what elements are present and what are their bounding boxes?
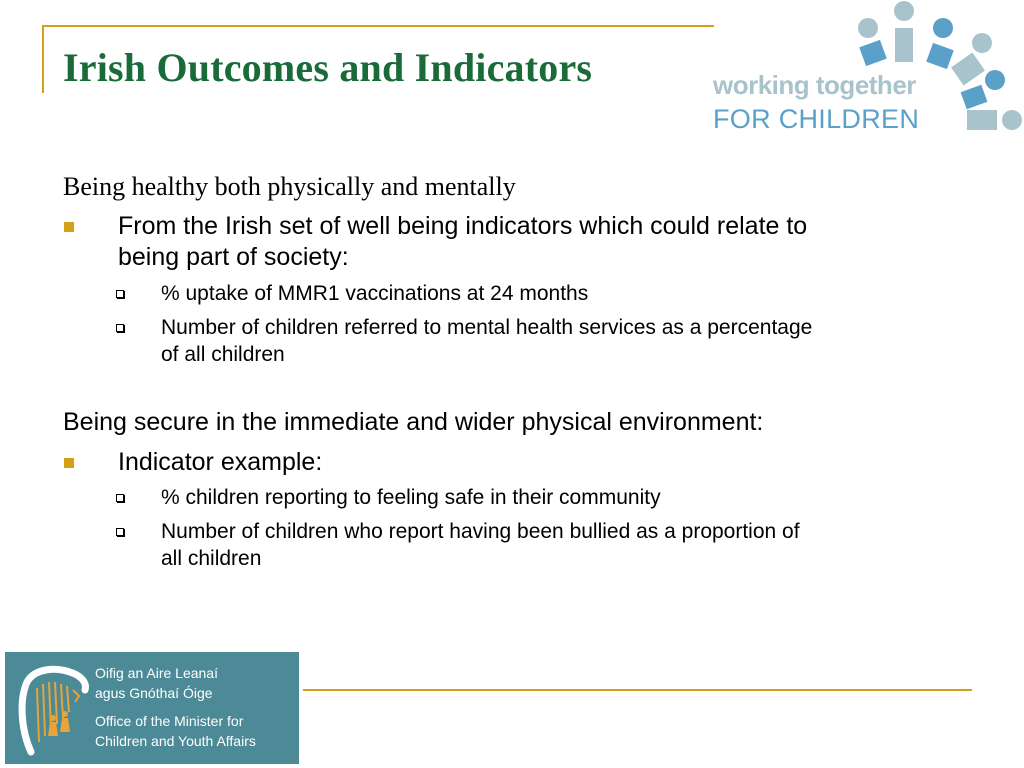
hollow-square-bullet-icon xyxy=(116,494,124,502)
square-bullet-icon xyxy=(64,458,74,468)
hollow-square-bullet-icon xyxy=(116,290,124,298)
sub-item-line1: Number of children who report having been bullied as a proportion of xyxy=(161,520,800,543)
section2-bullet-line1: Indicator example: xyxy=(118,448,323,476)
section2-sub-item-1 xyxy=(161,484,981,511)
harp-icon xyxy=(13,660,93,760)
sub-item-line1: % uptake of MMR1 vaccinations at 24 months xyxy=(161,282,589,305)
logo-figure-body-5 xyxy=(961,85,988,109)
logo-figure-body-4 xyxy=(951,53,985,86)
logo-figure-head-5 xyxy=(985,70,1005,90)
sub-item-line1: Number of children referred to mental health services as a percentage xyxy=(161,316,813,339)
section2-heading: Being secure in the immediate and wider physical environment: xyxy=(63,408,764,436)
section1-heading: Being healthy both physically and mentally xyxy=(63,172,516,201)
logo-figure-body-1 xyxy=(859,40,887,66)
logo-text-working-together: working together xyxy=(713,70,916,100)
omcya-english-line1: Office of the Minister for xyxy=(95,713,244,729)
logo-figure-body-2 xyxy=(895,28,913,62)
logo-text-for-children: FOR CHILDREN xyxy=(713,104,920,134)
square-bullet-icon xyxy=(64,222,74,232)
slide-title: Irish Outcomes and Indicators xyxy=(63,45,593,90)
hollow-square-bullet-icon xyxy=(116,528,124,536)
logo-figure-head-4 xyxy=(972,33,992,53)
logo-figure-head-2 xyxy=(894,1,914,21)
title-frame-vertical-rule xyxy=(42,25,44,93)
omcya-irish-line2: agus Gnóthaí Óige xyxy=(95,685,213,701)
omcya-english-line2: Children and Youth Affairs xyxy=(95,733,256,749)
section2-sub-item-2 xyxy=(161,518,981,572)
omcya-logo xyxy=(5,652,299,764)
section1-sub-item-2 xyxy=(161,314,981,368)
section1-bullet-line1: From the Irish set of well being indicators which could relate to xyxy=(118,212,808,240)
logo-figure-body-3 xyxy=(926,43,954,69)
section1-sub-item-1 xyxy=(161,280,981,307)
footer-rule xyxy=(303,689,972,691)
title-frame-horizontal-rule xyxy=(42,25,714,27)
sub-item-line1: % children reporting to feeling safe in their community xyxy=(161,486,661,509)
logo-figure-head-6 xyxy=(1002,110,1022,130)
logo-figure-body-6 xyxy=(967,110,997,130)
logo-figure-head-1 xyxy=(858,18,878,38)
omcya-irish-line1: Oifig an Aire Leanaí xyxy=(95,665,218,681)
section1-bullet-line2: being part of society: xyxy=(118,243,349,271)
hollow-square-bullet-icon xyxy=(116,324,124,332)
logo-figure-head-3 xyxy=(933,18,953,38)
sub-item-line2: of all children xyxy=(161,343,285,366)
section1-bullet xyxy=(118,211,938,273)
section2-bullet xyxy=(118,447,938,478)
sub-item-line2: all children xyxy=(161,547,262,570)
